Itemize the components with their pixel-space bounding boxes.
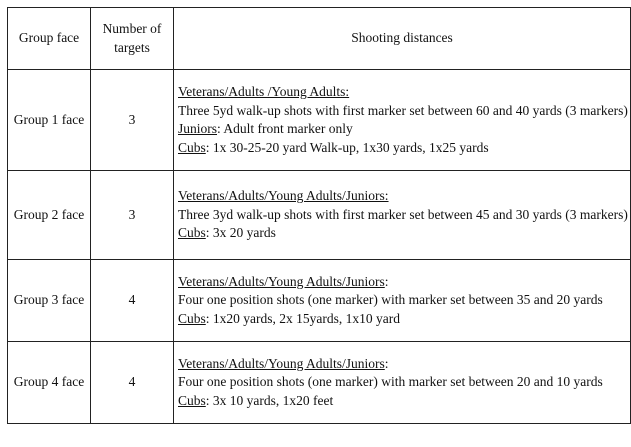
juniors-detail: : Adult front marker only [217,121,353,136]
cubs-detail: : 1x20 yards, 2x 15yards, 1x10 yard [205,310,400,326]
category-heading: Veterans/Adults/Young Adults/Juniors [178,273,385,289]
category-heading-line [178,273,630,292]
cubs-line [178,139,630,158]
cubs-label: Cubs [178,392,206,408]
cubs-detail: : 3x 20 yards [205,225,276,241]
distance-description: Three 5yd walk-up shots with first marker set between 60 and 40 yards (3 markers) [178,102,628,118]
group-cell: Group 4 face [8,342,91,424]
header-group-face: Group face [8,8,91,70]
category-heading: Veterans/Adults/Young Adults/Juniors: [178,188,389,204]
category-heading-colon: : [384,355,389,371]
distance-description: Four one position shots (one marker) with marker set between 35 and 20 yards [178,292,603,308]
distance-description: Three 3yd walk-up shots with first marker set between 45 and 30 yards (3 markers) [178,206,628,222]
category-heading: Veterans/Adults/Young Adults/Juniors [178,355,385,371]
category-heading-colon: : [384,273,389,289]
distances-cell [174,70,631,171]
table-row-group-3 [8,260,631,342]
category-heading: Veterans/Adults /Young Adults: [178,84,350,99]
shooting-distances-table-wrapper [7,7,631,424]
group-cell: Group 3 face [8,260,91,342]
shooting-distances-table [7,7,631,424]
table-row-group-1 [8,70,631,171]
targets-cell: 4 [91,342,174,424]
juniors-line [178,120,630,139]
cubs-label: Cubs [178,139,206,155]
cubs-line [178,224,630,243]
header-number-of-targets: Number of targets [91,8,174,70]
targets-cell: 3 [91,171,174,260]
cubs-label: Cubs [178,310,206,326]
header-shooting-distances: Shooting distances [174,8,631,70]
distances-cell [174,260,631,342]
group-cell: Group 1 face [8,70,91,171]
targets-cell: 3 [91,70,174,171]
header-row [8,8,631,70]
group-cell: Group 2 face [8,171,91,260]
targets-cell: 4 [91,260,174,342]
cubs-line [178,392,630,411]
cubs-label: Cubs [178,225,206,241]
table-row-group-2 [8,171,631,260]
distances-cell [174,342,631,424]
table-row-group-4 [8,342,631,424]
cubs-line [178,310,630,329]
category-heading-line [178,355,630,374]
distance-description: Four one position shots (one marker) with marker set between 20 and 10 yards [178,374,603,390]
cubs-detail: : 3x 10 yards, 1x20 feet [205,392,334,408]
distances-cell [174,171,631,260]
juniors-label: Juniors [178,121,218,136]
cubs-detail: : 1x 30-25-20 yard Walk-up, 1x30 yards, 1x25 yards [205,139,489,155]
